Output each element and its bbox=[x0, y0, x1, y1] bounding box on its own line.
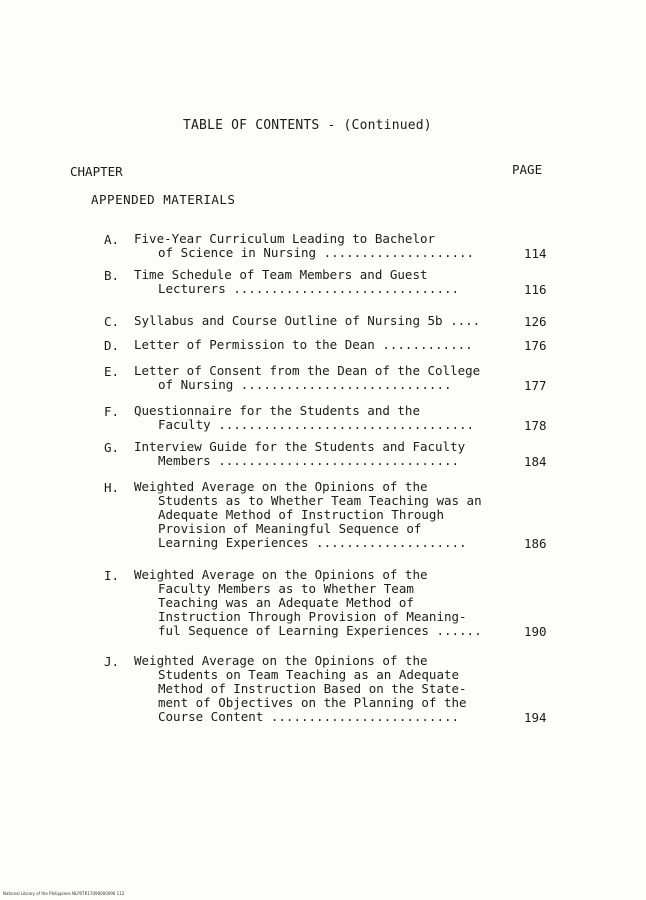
entry-text-line: Faculty Members as to Whether Team bbox=[158, 581, 414, 596]
entry-letter: E. bbox=[104, 364, 120, 379]
entry-page-number: 126 bbox=[524, 314, 547, 329]
chapter-column-label: CHAPTER bbox=[70, 164, 123, 179]
entry-text-line: Weighted Average on the Opinions of the bbox=[134, 567, 428, 582]
entry-text-line: Syllabus and Course Outline of Nursing 5b .... bbox=[134, 313, 481, 328]
entry-page-number: 176 bbox=[524, 338, 547, 353]
entry-text-line: Instruction Through Provision of Meaning- bbox=[158, 609, 467, 624]
entry-text-line: Students as to Whether Team Teaching was an bbox=[158, 493, 482, 508]
entry-text-line: Students on Team Teaching as an Adequate bbox=[158, 667, 460, 682]
entry-letter: J. bbox=[104, 654, 120, 669]
entry-letter: D. bbox=[104, 338, 120, 353]
entry-letter: A. bbox=[104, 232, 120, 247]
entry-text-line: Letter of Permission to the Dean ............ bbox=[134, 337, 473, 352]
entry-text-line: ful Sequence of Learning Experiences ...... bbox=[158, 623, 482, 638]
entry-letter: G. bbox=[104, 440, 120, 455]
entry-page-number: 194 bbox=[524, 710, 547, 725]
entry-page-number: 184 bbox=[524, 454, 547, 469]
entry-text-line: Adequate Method of Instruction Through bbox=[158, 507, 444, 522]
entry-text-line: of Nursing ............................ bbox=[158, 377, 452, 392]
entry-text-line: Method of Instruction Based on the State- bbox=[158, 681, 467, 696]
page-title: TABLE OF CONTENTS - (Continued) bbox=[183, 118, 432, 133]
entry-text-line: Faculty .................................. bbox=[158, 417, 475, 432]
entry-text-line: Members ................................ bbox=[158, 453, 460, 468]
entry-letter: C. bbox=[104, 314, 120, 329]
entry-text-line: Learning Experiences .................... bbox=[158, 535, 467, 550]
entry-text-line: of Science in Nursing .................... bbox=[158, 245, 475, 260]
entry-page-number: 186 bbox=[524, 536, 547, 551]
entry-text-line: Lecturers .............................. bbox=[158, 281, 460, 296]
entry-text-line: Letter of Consent from the Dean of the College bbox=[134, 363, 481, 378]
entry-text-line: Weighted Average on the Opinions of the bbox=[134, 653, 428, 668]
entry-letter: B. bbox=[104, 268, 120, 283]
entry-letter: F. bbox=[104, 404, 120, 419]
entry-text-line: Weighted Average on the Opinions of the bbox=[134, 479, 428, 494]
footer-note: National Library of the Philippines NLP0TR17090000096 112 bbox=[3, 891, 125, 896]
section-heading: APPENDED MATERIALS bbox=[91, 192, 236, 207]
entry-text-line: Interview Guide for the Students and Faculty bbox=[134, 439, 466, 454]
entry-page-number: 177 bbox=[524, 378, 547, 393]
entry-letter: H. bbox=[104, 480, 120, 495]
entry-text-line: Time Schedule of Team Members and Guest bbox=[134, 267, 428, 282]
entry-page-number: 114 bbox=[524, 246, 547, 261]
entry-letter: I. bbox=[104, 568, 120, 583]
entry-page-number: 190 bbox=[524, 624, 547, 639]
entry-text-line: ment of Objectives on the Planning of the bbox=[158, 695, 467, 710]
entry-page-number: 178 bbox=[524, 418, 547, 433]
entry-text-line: Teaching was an Adequate Method of bbox=[158, 595, 414, 610]
page-column-label: PAGE bbox=[512, 162, 543, 177]
entry-page-number: 116 bbox=[524, 282, 547, 297]
entry-text-line: Questionnaire for the Students and the bbox=[134, 403, 420, 418]
entry-text-line: Course Content ......................... bbox=[158, 709, 460, 724]
entry-text-line: Provision of Meaningful Sequence of bbox=[158, 521, 422, 536]
entry-text-line: Five-Year Curriculum Leading to Bachelor bbox=[134, 231, 436, 246]
